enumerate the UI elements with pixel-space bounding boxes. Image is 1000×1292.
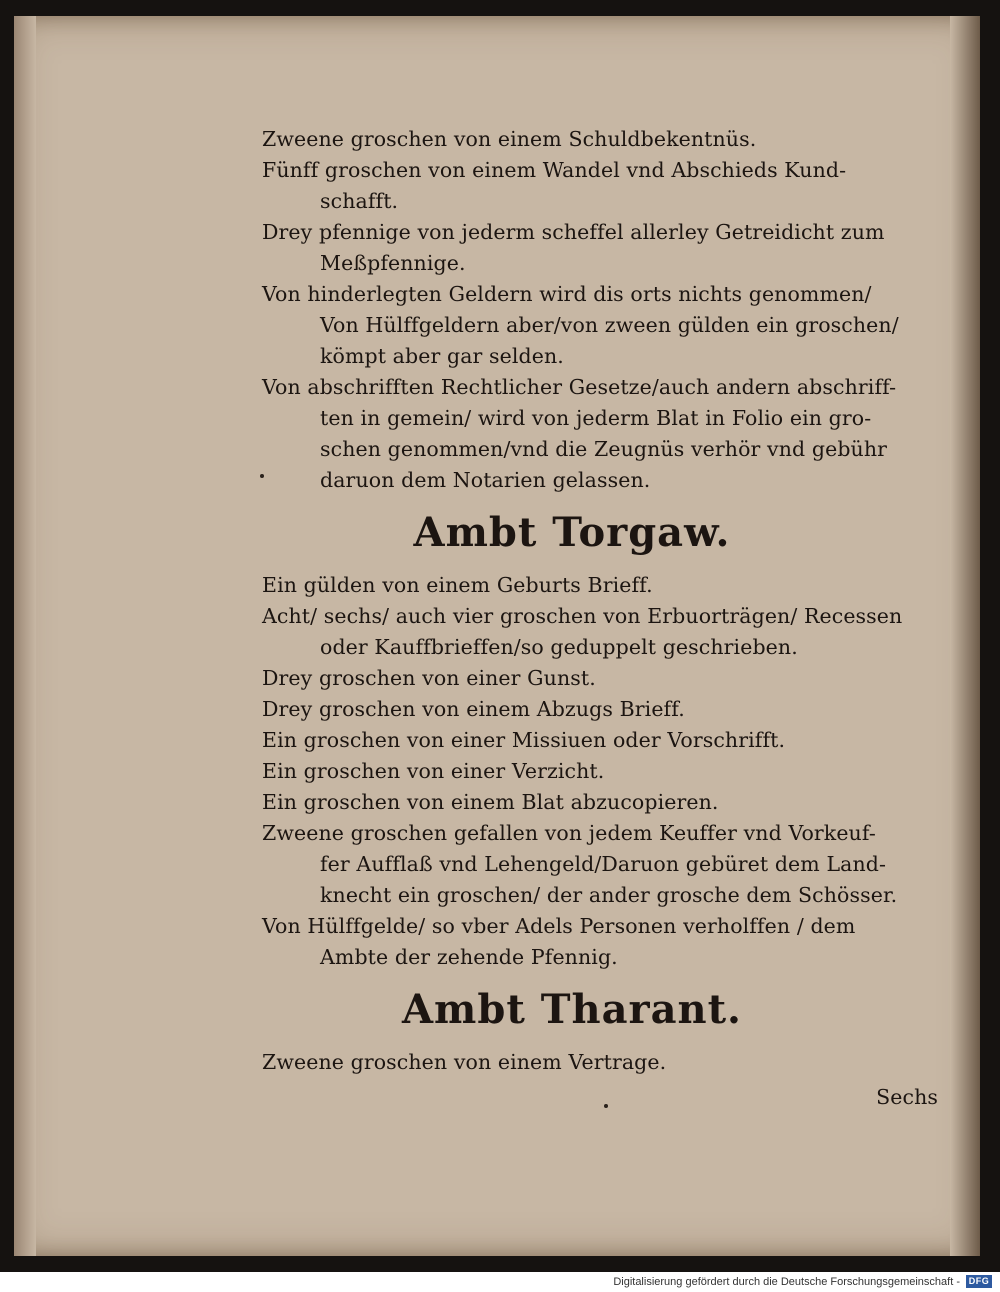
- entry-line: Ein groschen von einer Verzicht.: [262, 759, 605, 783]
- entry-line: Acht/ sechs/ auch vier groschen von Erbuorträgen/ Recessen: [262, 604, 903, 628]
- page-edge-right: [950, 16, 980, 1256]
- entry-line: schafft.: [320, 189, 399, 213]
- footer-credit: Digitalisierung gefördert durch die Deutsche Forschungsgemeinschaft -: [613, 1276, 960, 1288]
- entry-line: Von Hülffgelde/ so vber Adels Personen verholffen / dem: [262, 914, 856, 938]
- entry-line: daruon dem Notarien gelassen.: [320, 468, 651, 492]
- entry-line: oder Kauffbrieffen/so geduppelt geschrieben.: [320, 635, 798, 659]
- entry: [262, 818, 942, 911]
- entry-line: schen genommen/vnd die Zeugnüs verhör vnd gebühr: [320, 437, 888, 461]
- entry-line: kömpt aber gar selden.: [320, 344, 564, 368]
- entry-line: Meßpfennige.: [320, 251, 466, 275]
- section-fee-list-tharant: [262, 1047, 942, 1078]
- entry: [262, 663, 942, 694]
- section-heading-tharant: Ambt Tharant.: [402, 986, 742, 1033]
- digitization-footer: [0, 1272, 1000, 1292]
- entry-line: Fünff groschen von einem Wandel vnd Abschieds Kund-: [262, 158, 847, 182]
- entry: [262, 756, 942, 787]
- catchword: Sechs: [876, 1085, 938, 1109]
- entry-line: Ein gülden von einem Geburts Brieff.: [262, 573, 653, 597]
- entry: [262, 124, 942, 155]
- section-heading-torgaw: Ambt Torgaw.: [413, 509, 731, 556]
- entry-line: Von Hülffgeldern aber/von zween gülden ein groschen/: [320, 313, 899, 337]
- entry: [262, 694, 942, 725]
- entry: [262, 725, 942, 756]
- ink-speck: [604, 1104, 608, 1108]
- entry: [262, 372, 942, 496]
- entry: [262, 570, 942, 601]
- entry-line: fer Aufflaß vnd Lehengeld/Daruon gebüret dem Land-: [320, 852, 887, 876]
- section-fee-list-top: [262, 124, 942, 496]
- entry-line: Drey pfennige von jederm scheffel allerley Getreidicht zum: [262, 220, 885, 244]
- dfg-logo-icon: DFG: [966, 1275, 992, 1288]
- entry: [262, 911, 942, 973]
- entry-line: Ein groschen von einem Blat abzucopieren.: [262, 790, 719, 814]
- entry-line: Ein groschen von einer Missiuen oder Vorschrifft.: [262, 728, 786, 752]
- entry-line: Zweene groschen von einem Schuldbekentnüs.: [262, 127, 757, 151]
- entry-line: Zweene groschen gefallen von jedem Keuffer vnd Vorkeuf-: [262, 821, 876, 845]
- entry-line: Drey groschen von einem Abzugs Brieff.: [262, 697, 685, 721]
- entry-line: Drey groschen von einer Gunst.: [262, 666, 596, 690]
- entry: [262, 279, 942, 372]
- section-fee-list-torgaw: [262, 570, 942, 973]
- entry: [262, 787, 942, 818]
- page-edge-left: [14, 16, 36, 1256]
- entry: [262, 155, 942, 217]
- entry-line: knecht ein groschen/ der ander grosche dem Schösser.: [320, 883, 898, 907]
- entry-line: Zweene groschen von einem Vertrage.: [262, 1050, 667, 1074]
- entry: [262, 217, 942, 279]
- entry: [262, 1047, 942, 1078]
- entry-line: Von hinderlegten Geldern wird dis orts nichts genommen/: [262, 282, 872, 306]
- entry: [262, 601, 942, 663]
- entry-line: Von abschrifften Rechtlicher Gesetze/auch andern abschriff-: [262, 375, 897, 399]
- page-text: [262, 124, 942, 1113]
- ink-speck: [260, 474, 264, 478]
- book-page: [14, 16, 980, 1256]
- entry-line: ten in gemein/ wird von jederm Blat in Folio ein gro-: [320, 406, 872, 430]
- entry-line: Ambte der zehende Pfennig.: [320, 945, 618, 969]
